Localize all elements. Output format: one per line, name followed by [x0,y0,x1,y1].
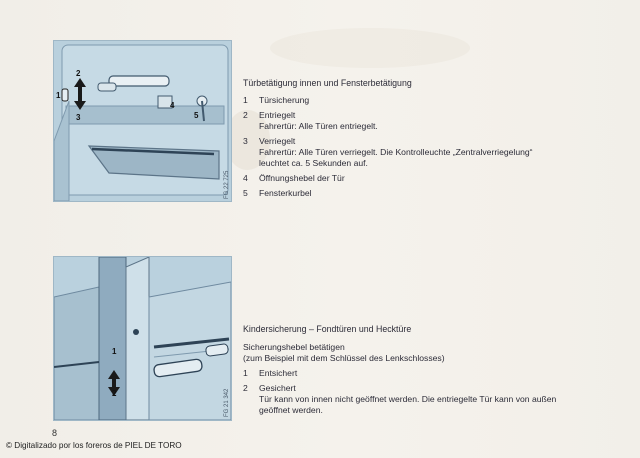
item-text-line: Fahrertür: Alle Türen entriegelt. [259,121,378,131]
item-text-line: Fensterkurbel [259,188,312,198]
list-item [243,383,623,416]
item-text-line: Türsicherung [259,95,310,105]
door-interior-illustration [53,40,232,202]
section-title: Türbetätigung innen und Fensterbetätigung [243,78,412,88]
door-panel-drawing [54,41,231,201]
list-item [243,110,623,132]
list-item [243,95,623,106]
item-number: 3 [243,136,248,146]
list-item [243,173,623,184]
intro-text [243,342,623,364]
item-text-line: Öffnungshebel der Tür [259,173,345,183]
item-number: 5 [243,188,248,198]
callout-1: 1 [56,91,61,100]
callout-1: 1 [112,347,117,356]
callout-2: 2 [112,389,117,398]
figure-reference: FG 21 342 [224,388,230,417]
door-operation-section [243,78,623,199]
item-text-line: Gesichert [259,383,296,393]
item-number: 4 [243,173,248,183]
callout-4: 4 [170,101,175,110]
intro-line: (zum Beispiel mit dem Schlüssel des Lenkschlosses) [243,353,445,363]
callout-3: 3 [76,113,81,122]
item-text-line: Entsichert [259,368,298,378]
door-edge-drawing [54,257,231,420]
item-number: 1 [243,368,248,378]
item-number: 2 [243,110,248,120]
item-number: 1 [243,95,248,105]
page-number: 8 [52,428,58,438]
child-safety-lock-illustration [53,256,232,421]
list-item [243,188,623,199]
item-text-line: Tür kann von innen nicht geöffnet werden. Die entriegelte Tür kann von außen [259,394,557,404]
figure-reference: FG 22 725 [224,170,230,199]
paper-stain [270,28,470,68]
intro-line: Sicherungshebel betätigen [243,342,345,352]
item-text-line: geöffnet werden. [259,405,323,415]
item-text-line: leuchtet ca. 5 Sekunden auf. [259,158,368,168]
item-number: 2 [243,383,248,393]
callout-5: 5 [194,111,199,120]
item-text-line: Entriegelt [259,110,296,120]
footer-credit: © Digitalizado por los foreros de PIEL DE TORO [6,441,182,450]
list-item [243,368,623,379]
item-text-line: Fahrertür: Alle Türen verriegelt. Die Kontrolleuchte „Zentralverriegelung“ [259,147,533,157]
section-title: Kindersicherung – Fondtüren und Hecktüre [243,324,412,334]
item-text-line: Verriegelt [259,136,296,146]
callout-2: 2 [76,69,81,78]
list-item [243,136,623,169]
child-safety-section [243,324,623,416]
